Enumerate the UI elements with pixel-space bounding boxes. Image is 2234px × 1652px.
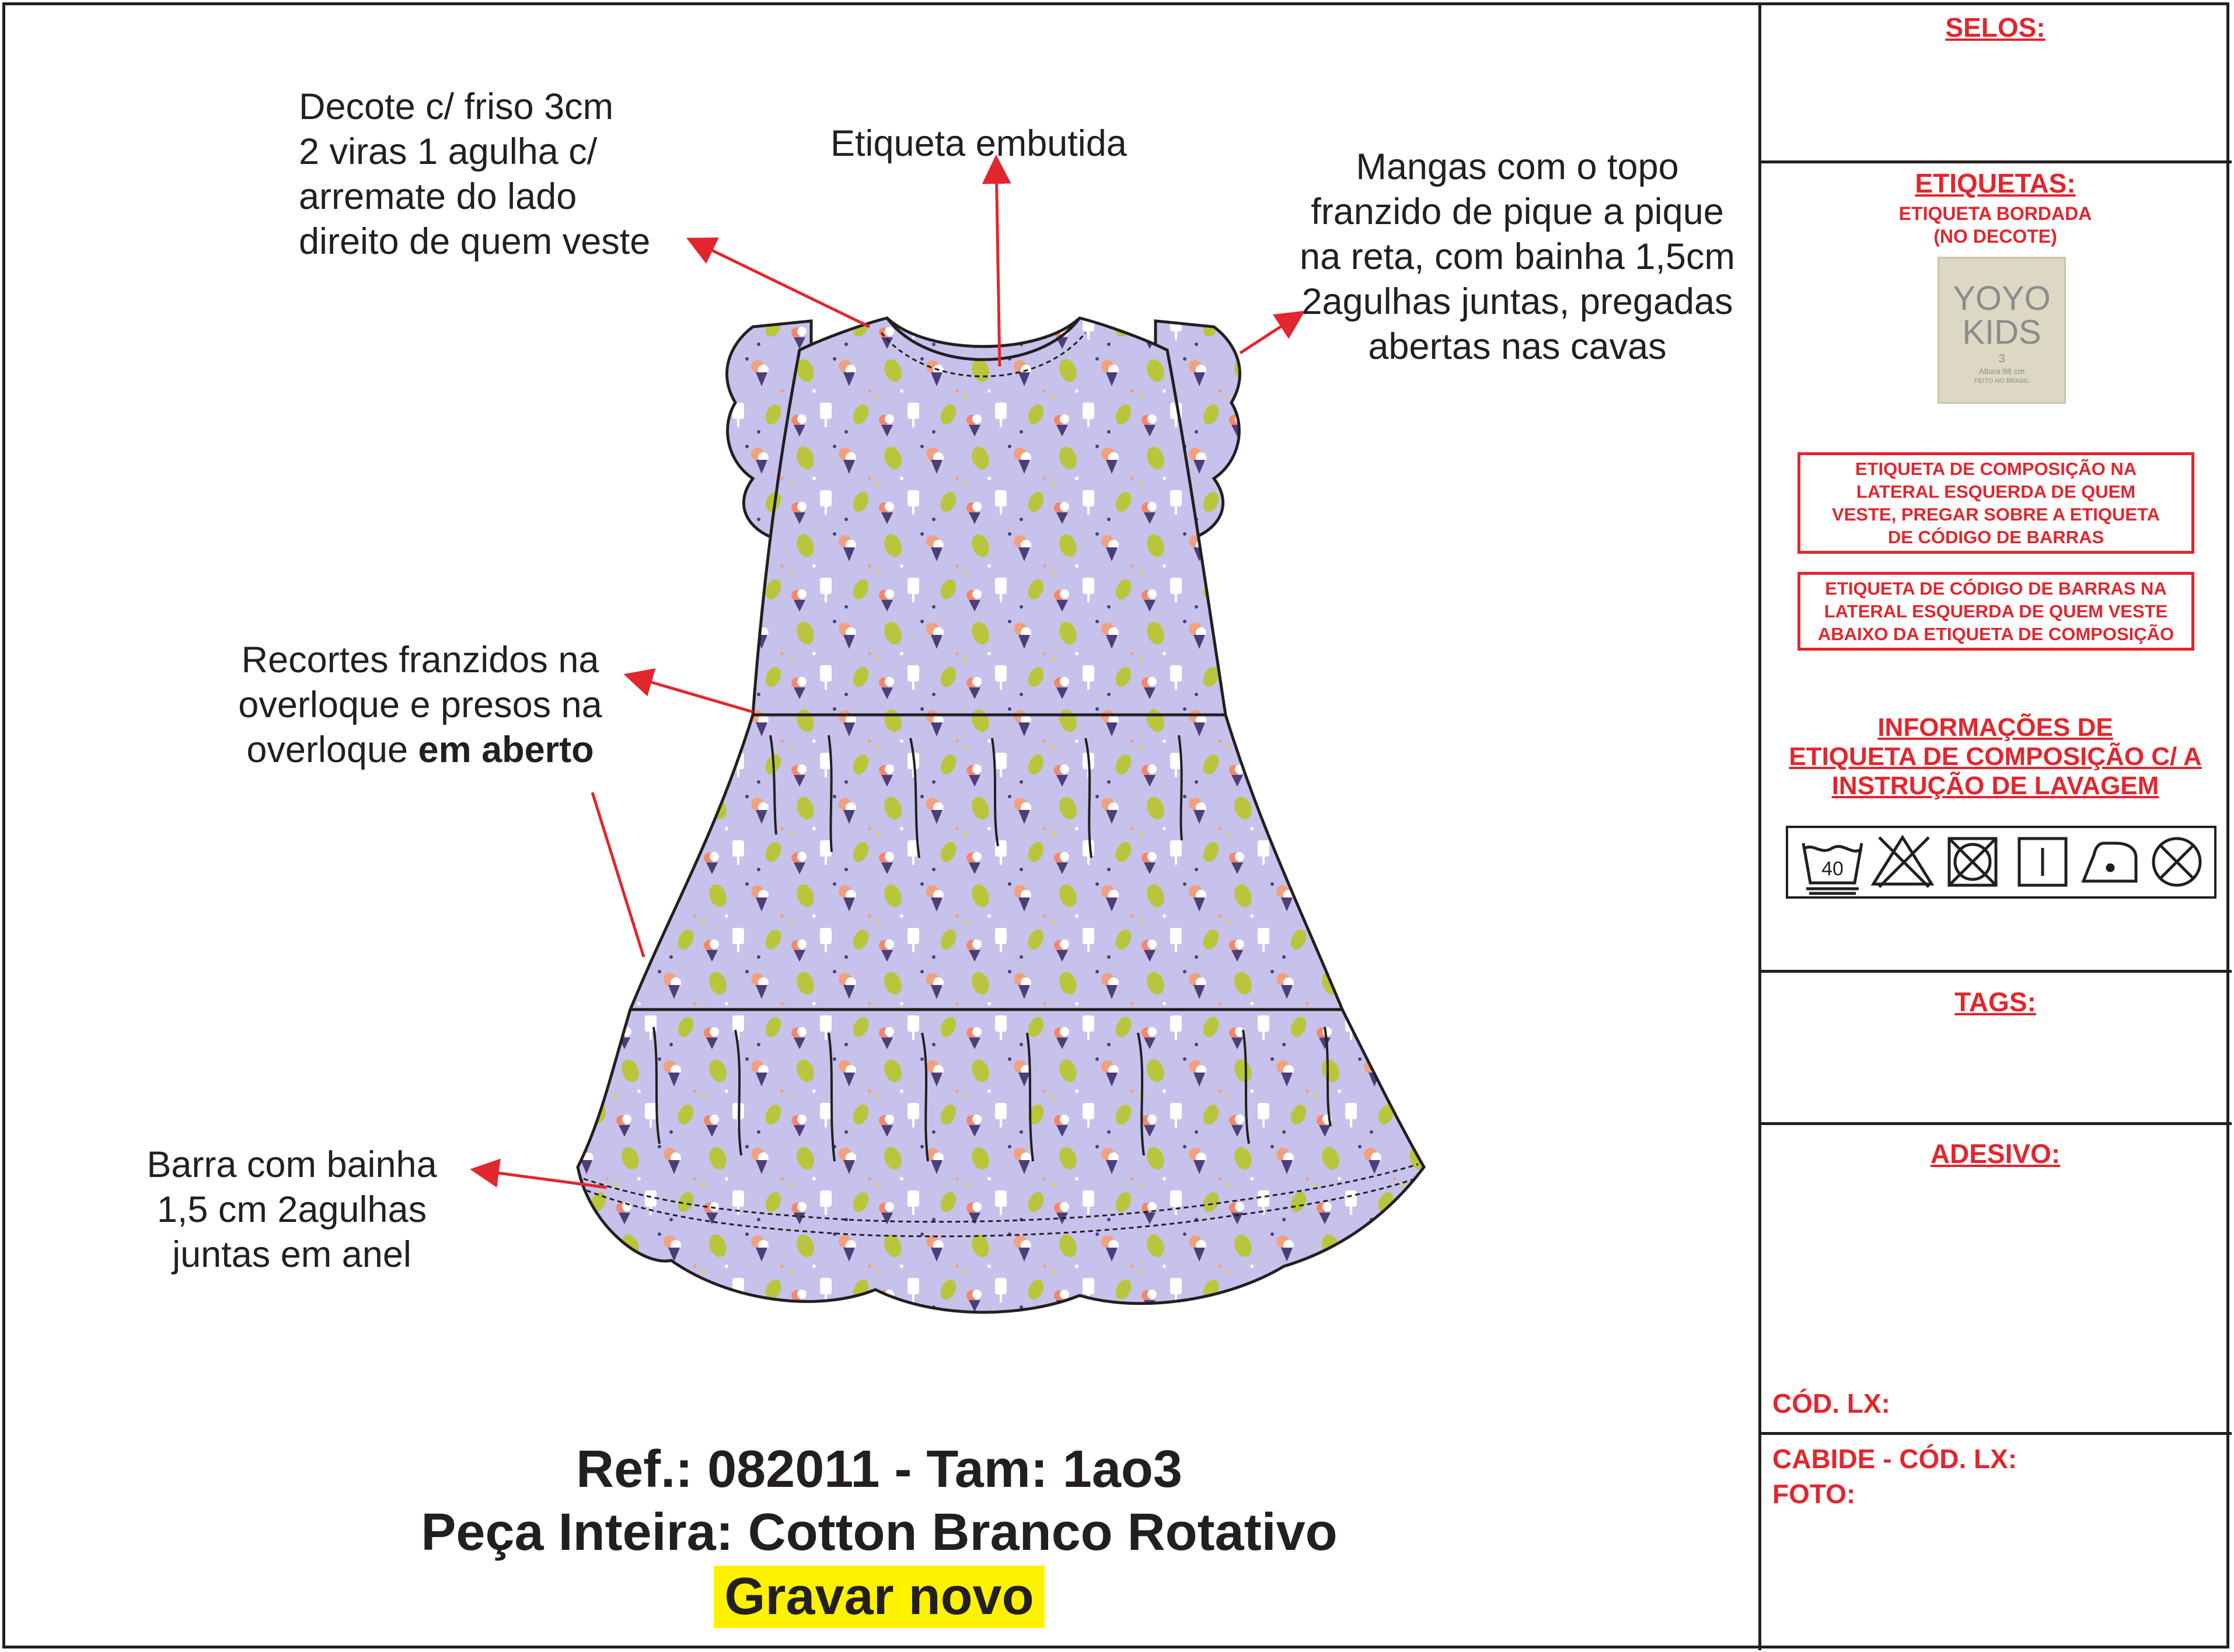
- divider-tags: [1758, 1122, 2232, 1125]
- dress-bottom-tier: [578, 1010, 1424, 1312]
- box-barras-line: ETIQUETA DE CÓDIGO DE BARRAS NA: [1825, 578, 2167, 599]
- label-made: FEITO NO BRASIL: [1974, 378, 2029, 385]
- info-line: INFORMAÇÕES DE: [1877, 713, 2113, 742]
- selos-title: SELOS:: [1945, 12, 2045, 43]
- peca-line: Peça Inteira: Cotton Branco Rotativo: [421, 1503, 1338, 1562]
- brand-name: KIDS: [1962, 313, 2041, 351]
- foto-label: FOTO:: [1772, 1479, 1856, 1509]
- note-decote-line: direito de quem veste: [299, 221, 651, 262]
- note-recortes-plain: overloque: [246, 729, 418, 770]
- note-mangas-line: franzido de pique a pique: [1311, 191, 1724, 232]
- cabide-label: CABIDE - CÓD. LX:: [1772, 1444, 2017, 1474]
- note-barra: [117, 1143, 467, 1277]
- line-recortes-tier: [592, 792, 644, 957]
- dress-middle-tier: [630, 715, 1342, 1010]
- ref-line: Ref.: 082011 - Tam: 1ao3: [576, 1440, 1182, 1499]
- info-lavagem: [1761, 713, 2229, 801]
- note-recortes: [216, 638, 624, 773]
- etiqueta-bordada: ETIQUETA BORDADA: [1898, 203, 2092, 224]
- divider-etiquetas: [1758, 970, 2232, 973]
- care-symbols: [1786, 826, 2216, 899]
- brand-label: [1938, 257, 2066, 404]
- note-barra-line: juntas em anel: [172, 1234, 411, 1275]
- note-mangas-line: Mangas com o topo: [1356, 146, 1679, 187]
- note-recortes-line: overloque e presos na: [238, 684, 602, 725]
- info-line: INSTRUÇÃO DE LAVAGEM: [1831, 771, 2159, 800]
- box-barras: [1797, 572, 2194, 651]
- note-decote-line: 2 viras 1 agulha c/: [299, 131, 598, 172]
- note-mangas: [1266, 145, 1768, 369]
- note-barra-line: Barra com bainha: [146, 1144, 437, 1185]
- box-barras-line: LATERAL ESQUERDA DE QUEM VESTE: [1824, 601, 2168, 621]
- note-mangas-line: 2agulhas juntas, pregadas: [1301, 281, 1733, 322]
- dress-bodice: [753, 318, 1226, 715]
- divider-selos: [1758, 160, 2232, 163]
- box-composicao-line: ETIQUETA DE COMPOSIÇÃO NA: [1855, 459, 2137, 479]
- tags-title: TAGS:: [1954, 987, 2036, 1017]
- note-barra-line: 1,5 cm 2agulhas: [156, 1189, 427, 1230]
- note-recortes-line: Recortes franzidos na: [241, 640, 599, 680]
- cod-lx-label: CÓD. LX:: [1772, 1388, 1890, 1419]
- box-barras-line: ABAIXO DA ETIQUETA DE COMPOSIÇÃO: [1817, 624, 2174, 644]
- box-composicao-line: DE CÓDIGO DE BARRAS: [1887, 527, 2104, 547]
- gravar-line: [0, 1566, 1758, 1628]
- gravar-highlight: Gravar novo: [714, 1566, 1044, 1628]
- wash-temp: 40: [1821, 858, 1844, 880]
- note-mangas-line: na reta, com bainha 1,5cm: [1300, 236, 1735, 277]
- arrow-decote: [692, 240, 870, 327]
- arrow-recortes: [629, 676, 753, 712]
- box-composicao-line: LATERAL ESQUERDA DE QUEM: [1856, 481, 2136, 502]
- brand-name: YOYO: [1953, 280, 2051, 317]
- note-decote-line: arremate do lado: [299, 176, 577, 217]
- note-etiqueta: Etiqueta embutida: [830, 123, 1127, 164]
- arrow-etiqueta: [996, 160, 1000, 366]
- no-tumble-dry-icon: [1949, 839, 1996, 885]
- no-decote: (NO DECOTE): [1933, 226, 2057, 247]
- note-mangas-line: abertas nas cavas: [1368, 326, 1667, 367]
- box-composicao: [1797, 452, 2194, 554]
- adesivo-title: ADESIVO:: [1930, 1138, 2061, 1169]
- note-decote: [299, 85, 650, 264]
- divider-adesivo: [1758, 1432, 2232, 1435]
- label-height: Altura 98 cm: [1978, 366, 2025, 376]
- note-recortes-line: [216, 728, 624, 773]
- etiquetas-title: ETIQUETAS:: [1915, 168, 2076, 198]
- note-recortes-bold: em aberto: [418, 729, 594, 770]
- info-line: ETIQUETA DE COMPOSIÇÃO C/ A: [1789, 742, 2202, 771]
- label-size: 3: [1998, 352, 2005, 365]
- box-composicao-line: VESTE, PREGAR SOBRE A ETIQUETA: [1831, 504, 2160, 525]
- note-decote-line: Decote c/ friso 3cm: [299, 86, 614, 127]
